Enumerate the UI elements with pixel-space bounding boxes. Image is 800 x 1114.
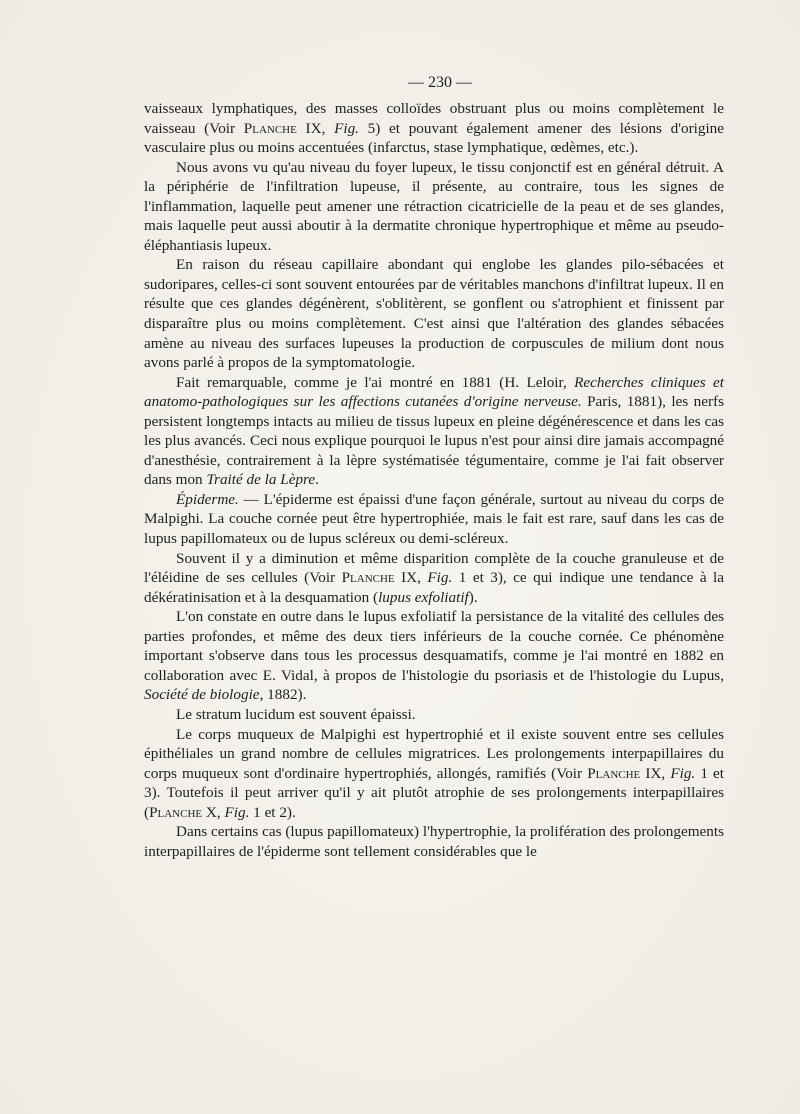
- text-run: IX,: [640, 764, 671, 782]
- paragraph: [144, 822, 724, 861]
- text-run: Fait remarquable, comme je l'ai montré en 1881 (H. Leloir,: [176, 373, 575, 391]
- paragraph: [144, 490, 724, 549]
- small-caps-text: Planche: [149, 803, 203, 821]
- text-run: Dans certains cas (lupus papillomateux) l'hypertrophie, la prolifération des prolongements interpapillaires de l'épiderme sont tellement considérables que le: [144, 823, 724, 860]
- small-caps-text: Planche: [587, 764, 641, 782]
- paragraph: [144, 725, 724, 823]
- text-run: 1 et 3), ce qui indique une tendance à la dékératinisation et à la desquamation (: [144, 569, 724, 606]
- text-run: IX,: [394, 569, 428, 587]
- text-run: 1 et 2).: [249, 803, 296, 821]
- text-run: Paris, 1881), les nerfs persistent longtemps intacts au milieu de tissus lupeux en pleine dégénérescence et dans les cas les plus avancés. Ceci nous explique pourquoi le lupus n'est pour ainsi dire jamais accompagné d'anesthésie, contrairement à la lèpre systématisée tégumentaire, comme je l'ai fait observer dans mon: [144, 393, 724, 489]
- italic-text: Fig.: [670, 764, 696, 782]
- paragraph: [144, 373, 724, 490]
- text-run: 5) et pouvant également amener des lésions d'origine vasculaire plus ou moins accentuées (infarctus, stase lymphatique, œdèmes, etc.).: [144, 119, 725, 157]
- italic-text: Épiderme.: [176, 490, 239, 508]
- text-run: L'on constate en outre dans le lupus exfoliatif la persistance de la vitalité des cellules des parties profondes, et même des deux tiers inférieurs de la couche cornée. Ce phénomène important s'observe dans tous les processus desquamatifs, comme je l'ai montré en 1882 en collaboration avec E. Vidal, à propos de l'histologie du psoriasis et de l'histologie du Lupus,: [144, 608, 724, 684]
- text-run: vaisseaux lymphatiques, des masses colloïdes obstruant plus ou moins complètement le vaisseau (Voir: [144, 100, 724, 137]
- text-run: Souvent il y a diminution et même disparition complète de la couche granuleuse et de l'éléidine de ses cellules (Voir: [144, 549, 724, 587]
- text-run: , 1882).: [259, 686, 307, 704]
- text-run: — L'épiderme est épaissi d'une façon générale, surtout au niveau du corps de Malpighi. La couche cornée peut être hypertrophiée, mais le fait est rare, sauf dans les cas de lupus papillomateux ou de lupus scléreux ou demi-scléreux.: [144, 490, 724, 548]
- italic-text: Société de biologie: [144, 686, 260, 704]
- body-text: [144, 99, 724, 861]
- text-run: ).: [468, 588, 478, 606]
- text-run: En raison du réseau capillaire abondant qui englobe les glandes pilo-sébacées et sudoripares, celles-ci sont souvent entourées par de véritables manchons d'infiltrat lupeux. Il en résulte que ces glandes dégénèrent, s'oblitèrent, se gonflent ou s'atrophient et finissent par disparaître plus ou moins complètement. C'est ainsi que l'altération des glandes sébacées amène au niveau des surfaces lupeuses la production de corpuscules de milium dont nous avons parlé à propos de la symptomatologie.: [144, 256, 724, 372]
- italic-text: Fig.: [427, 569, 453, 587]
- paragraph: [144, 158, 724, 256]
- text-run: .: [315, 471, 319, 489]
- text-run: Nous avons vu qu'au niveau du foyer lupeux, le tissu conjonctif est en général détruit. A la périphérie de l'infiltration lupeuse, il présente, au contraire, tous les signes de l'inflammation, laquelle peut amener une rétraction cicatricielle de la peau et de ses glandes, mais laquelle peut aussi aboutir à la dermatite chronique hypertrophique et même au pseudo-éléphantiasis lupeux.: [144, 158, 724, 254]
- italic-text: Fig.: [224, 803, 250, 821]
- paragraph: [144, 549, 724, 608]
- italic-text: Recherches cliniques et anatomo-pathologiques sur les affections cutanées d'origine nerveuse.: [144, 373, 724, 411]
- text-run: 1 et 3). Toutefois il peut arriver qu'il y ait plutôt atrophie de ses prolongements interpapillaires (: [144, 764, 724, 821]
- italic-text: lupus exfoliatif: [378, 588, 469, 606]
- paragraph: [144, 99, 724, 158]
- italic-text: Fig.: [334, 119, 359, 137]
- text-run: IX,: [296, 119, 335, 137]
- small-caps-text: Planche: [243, 119, 297, 137]
- small-caps-text: Planche: [341, 569, 395, 587]
- paragraph: [144, 705, 724, 725]
- text-run: X,: [202, 803, 225, 821]
- text-run: Le stratum lucidum est souvent épaissi.: [176, 705, 416, 723]
- text-run: Le corps muqueux de Malpighi est hypertrophié et il existe souvent entre ses cellules épithéliales un grand nombre de cellules migratrices. Les prolongements interpapillaires du corps muqueux sont d'ordinaire hypertrophiés, allongés, ramifiés (Voir: [144, 725, 724, 782]
- page-number: — 230 —: [408, 74, 472, 91]
- paragraph: [144, 255, 724, 372]
- italic-text: Traité de la Lèpre: [206, 471, 316, 489]
- paragraph: [144, 607, 724, 705]
